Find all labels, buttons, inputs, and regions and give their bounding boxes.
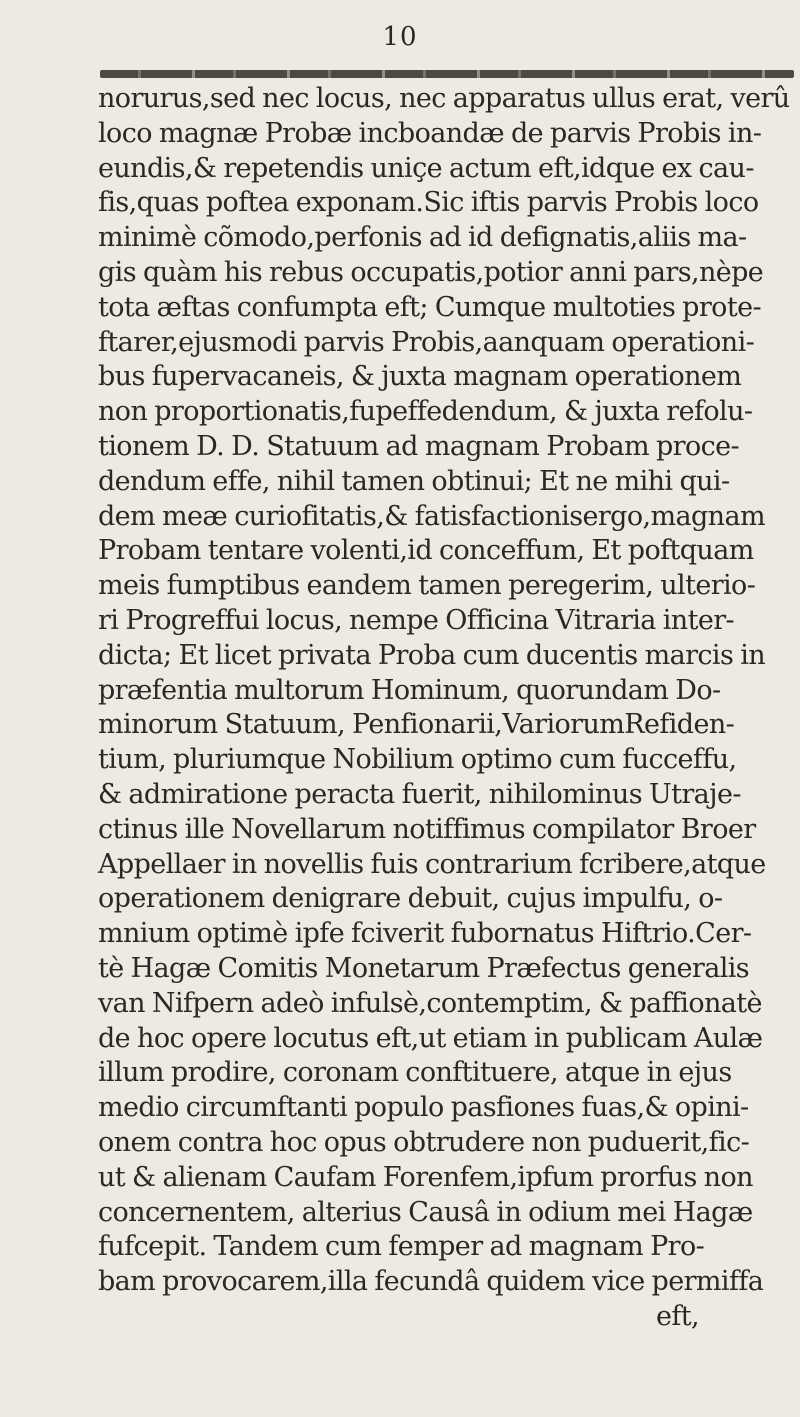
text-line: tè Hagæ Comitis Monetarum Præfectus generalis: [98, 952, 750, 984]
text-line: eundis,& repetendis uniçe actum eft,idque ex cau-: [98, 152, 754, 184]
text-line: tionem D. D. Statuum ad magnam Probam proce-: [98, 430, 740, 462]
text-line: dendum effe, nihil tamen obtinui; Et ne mihi qui-: [98, 465, 730, 497]
text-line: norurus,sed nec locus, nec apparatus ullus erat, verû: [98, 83, 790, 114]
text-line: meis fumptibus eandem tamen peregerim, ulterio-: [98, 570, 756, 602]
text-line: Appellaer in novellis fuis contrarium fcribere,atque: [98, 848, 766, 880]
text-line: minorum Statuum, Penfionarii,VariorumRefiden-: [98, 709, 735, 741]
text-line: præfentia multorum Hominum, quorundam Do-: [98, 674, 721, 706]
text-line: Probam tentare volenti,id conceffum, Et poftquam: [98, 535, 754, 567]
text-line: mnium optimè ipfe fciverit fubornatus Hiftrio.Cer-: [98, 918, 752, 950]
text-line: illum prodire, coronam conftituere, atque in ejus: [98, 1057, 732, 1089]
text-line: minimè cõmodo,perfonis ad id defignatis,aliis ma-: [98, 222, 747, 254]
text-line: van Nifpern adeò infulsè,contemptim, & paffionatè: [98, 987, 762, 1019]
text-line: dicta; Et licet privata Proba cum ducentis marcis in: [98, 639, 766, 671]
text-line: tium, pluriumque Nobilium optimo cum fucceffu,: [98, 744, 737, 776]
text-line: eft,: [656, 1300, 700, 1332]
text-line: & admiratione peracta fuerit, nihilominus Utraje-: [98, 778, 741, 810]
text-line: non proportionatis,fupeffedendum, & juxta refolu-: [98, 396, 753, 428]
text-line: dem meæ curiofitatis,& fatisfactionisergo,magnam: [98, 500, 765, 532]
text-line: bus fupervacaneis, & juxta magnam operationem: [98, 361, 742, 393]
text-line: ri Progreffui locus, nempe Officina Vitraria inter-: [98, 604, 735, 636]
text-line: bam provocarem,illa fecundâ quidem vice permiffa: [98, 1266, 764, 1298]
text-line: fufcepit. Tandem cum femper ad magnam Pro-: [98, 1231, 705, 1263]
header-rule: [100, 70, 794, 78]
text-line: concernentem, alterius Causâ in odium mei Hagæ: [98, 1196, 753, 1228]
text-line: tota æftas confumpta eft; Cumque multoties prote-: [98, 291, 761, 323]
text-line: gis quàm his rebus occupatis,potior anni pars,nèpe: [98, 256, 764, 288]
page-number: 10: [382, 22, 418, 52]
text-line: fis,quas poftea exponam.Sic iftis parvis Probis loco: [98, 187, 759, 219]
text-line: de hoc opere locutus eft,ut etiam in publicam Aulæ: [98, 1022, 763, 1054]
text-line: ctinus ille Novellarum notiffimus compilator Broer: [98, 813, 756, 845]
body-text: [98, 82, 798, 1335]
text-line: ut & alienam Caufam Forenfem,ipfum prorfus non: [98, 1161, 753, 1193]
text-line: loco magnæ Probæ incboandæ de parvis Probis in-: [98, 117, 762, 149]
text-line: ftarer,ejusmodi parvis Probis,aanquam operationi-: [98, 326, 755, 358]
text-line: onem contra hoc opus obtrudere non puduerit,fic-: [98, 1126, 750, 1158]
text-line: operationem denigrare debuit, cujus impulfu, o-: [98, 883, 723, 915]
text-line: medio circumftanti populo pasfiones fuas,& opini-: [98, 1092, 749, 1124]
